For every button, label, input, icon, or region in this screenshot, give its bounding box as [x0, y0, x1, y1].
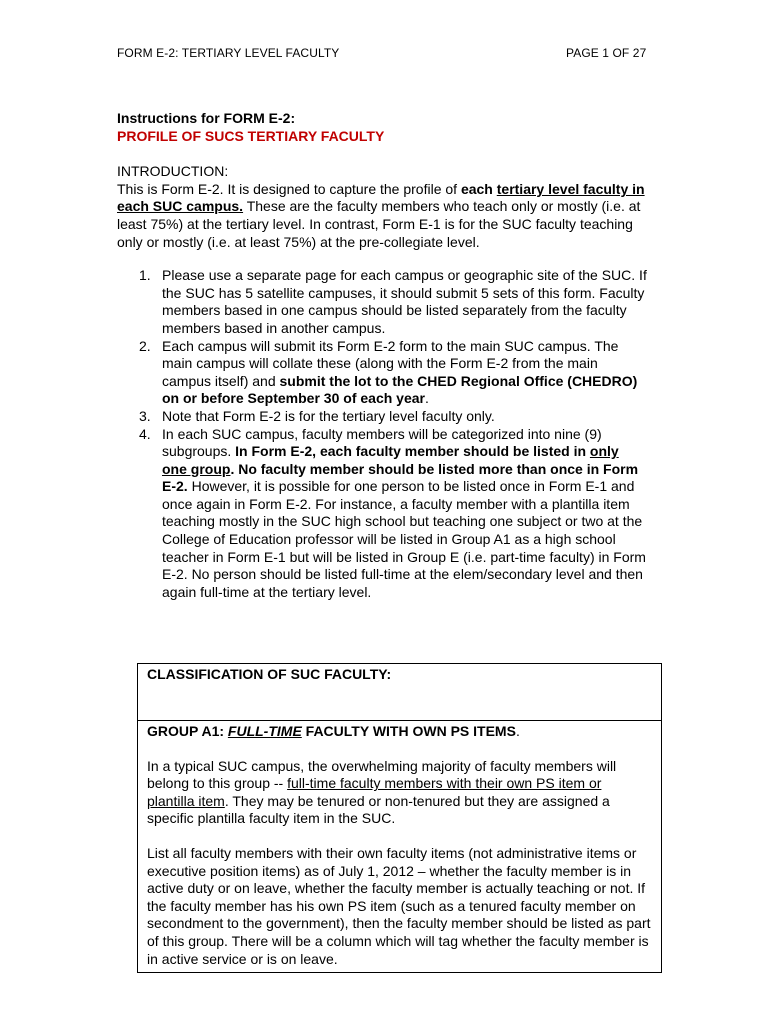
list-item-number: 3.: [139, 407, 151, 424]
list-item: [117, 267, 647, 337]
introduction-paragraph: [117, 181, 647, 251]
list-item-text: Please use a separate page for each campus or geographic site of the SUC. If the SUC has 5 satellite campuses, it should submit 5 sets of this form. Faculty members based in one campus should be listed separately from the faculty members based in another campus.: [162, 267, 647, 336]
classification-heading: CLASSIFICATION OF SUC FACULTY:: [138, 664, 661, 721]
intro-text-1: This is Form E-2. It is designed to capture the profile of: [117, 180, 461, 197]
introduction-heading: INTRODUCTION:: [117, 163, 229, 180]
classification-table: [137, 663, 662, 973]
list-item: [117, 408, 647, 426]
instructions-title: Instructions for FORM E-2:: [117, 110, 296, 126]
intro-bold-each: each: [460, 180, 497, 197]
group-a1-text: In a typical SUC campus, the overwhelming majority of faculty members will belong to this group --: [147, 757, 617, 792]
list-item-text: .: [424, 390, 429, 407]
list-item: [117, 338, 647, 408]
group-a1-underlined: full-time faculty members with their own PS item or plantilla item: [147, 775, 602, 809]
group-a1-fulltime: FULL-TIME: [227, 723, 302, 739]
list-item-text: Note that Form E-2 is for the tertiary level faculty only.: [162, 407, 495, 424]
list-item-text: In each SUC campus, faculty members will be categorized into nine (9) subgroups.: [162, 425, 602, 460]
group-a1-cell: [138, 721, 661, 972]
list-item-bold-underlined: only one group: [162, 443, 619, 477]
group-a1-title: [147, 723, 652, 741]
list-item-bold-text: . No faculty member should be listed more than once in Form E-2.: [162, 460, 639, 495]
instructions-body: [117, 110, 647, 601]
list-item-text: However, it is possible for one person to be listed once in Form E-1 and once again in Form E-2. For instance, a faculty member with a plantilla item teaching mostly in the SUC high school but teaching one subject or two at the College of Education professor will be listed in Group A1 as a high school teacher in Form E-1 but will be listed in Group E (i.e. part-time faculty) in Form E-2. No person should be listed full-time at the elem/secondary level and then again full-time at the tertiary level.: [162, 478, 646, 600]
list-item-bold-text: In Form E-2, each faculty member should be listed in: [235, 443, 590, 460]
list-item-number: 4.: [139, 425, 151, 442]
group-a1-period: .: [515, 723, 520, 739]
group-a1-paragraph-1: [147, 758, 652, 828]
instruction-list: [117, 267, 647, 601]
intro-bold-campus: each SUC campus.: [117, 198, 244, 215]
page-header-title: FORM E-2: TERTIARY LEVEL FACULTY: [117, 46, 340, 60]
page-number: PAGE 1 OF 27: [566, 46, 647, 60]
group-a1-suffix: FACULTY WITH OWN PS ITEMS: [301, 723, 516, 739]
list-item-bold-text: submit the lot to the CHED Regional Office (CHEDRO) on or before September 30 of each year: [162, 372, 638, 407]
intro-text-2: These are the faculty members who teach only or mostly (i.e. at least 75%) at the tertiary level. In contrast, Form E-1 is for the SUC faculty teaching only or mostly (i.e. at least 75%) at the pre-collegiate level.: [117, 198, 641, 250]
intro-bold-underlined: tertiary level faculty in: [496, 180, 645, 197]
group-a1-text: . They may be tenured or non-tenured but they are assigned a specific plantilla faculty item in the SUC.: [147, 792, 610, 827]
list-item-number: 2.: [139, 337, 151, 354]
list-item: [117, 426, 647, 602]
instructions-subtitle: PROFILE OF SUCS TERTIARY FACULTY: [117, 127, 385, 144]
group-a1-prefix: GROUP A1:: [147, 723, 228, 739]
group-a1-paragraph-2: List all faculty members with their own faculty items (not administrative items or executive position items) as of July 1, 2012 – whether the faculty member is in active duty or on leave, whether the faculty member is actually teaching or not. If the faculty member has his own PS item (such as a tenured faculty member on secondment to the government), then the faculty member should be listed as part of this group. There will be a column which will tag whether the faculty member is in active service or is on leave.: [147, 844, 651, 967]
list-item-number: 1.: [139, 267, 151, 284]
list-item-text: Each campus will submit its Form E-2 form to the main SUC campus. The main campus will collate these (along with the Form E-2 from the main campus itself) and: [162, 337, 619, 389]
